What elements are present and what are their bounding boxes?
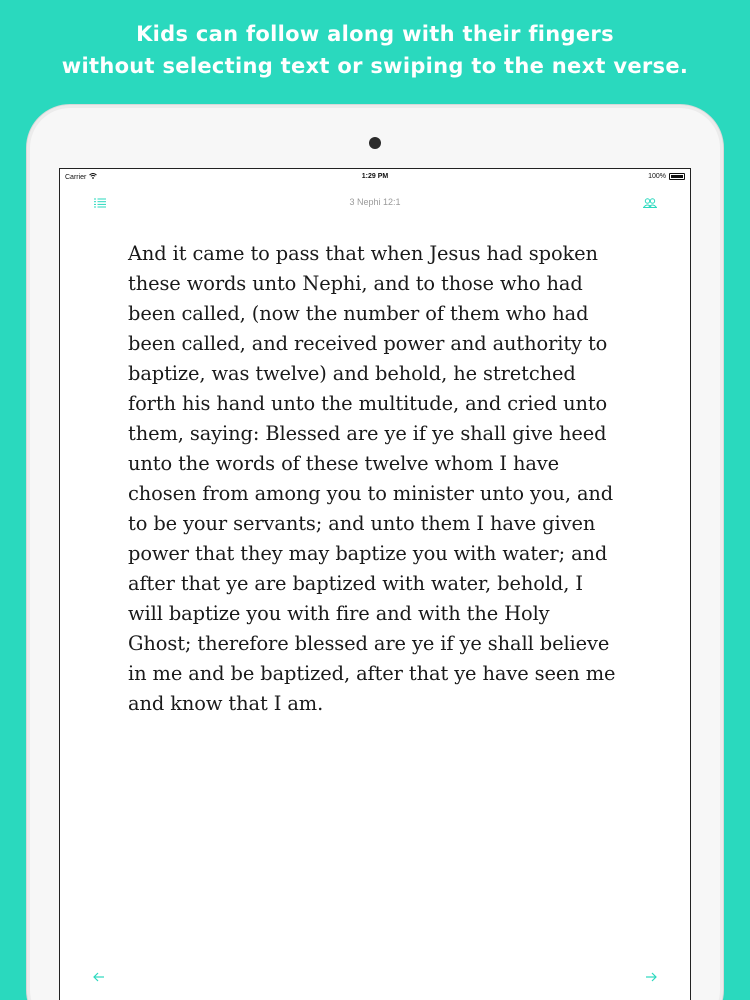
verse-line: these words unto Nephi, and to those who had bbox=[128, 272, 583, 295]
caption-line-1: Kids can follow along with their fingers bbox=[136, 22, 614, 46]
nav-bar bbox=[60, 185, 690, 221]
verse-line: been called, (now the number of them who had bbox=[128, 302, 589, 325]
arrow-right-icon[interactable] bbox=[642, 968, 660, 986]
verse-line: power that they may baptize you with water; and bbox=[128, 542, 608, 565]
verse-line: to be your servants; and unto them I have given bbox=[128, 512, 596, 535]
verse-line: forth his hand unto the multitude, and cried unto bbox=[128, 392, 608, 415]
verse-line: chosen from among you to minister unto you, and bbox=[128, 482, 614, 505]
front-camera bbox=[369, 137, 381, 149]
verse-text bbox=[128, 239, 648, 719]
carrier-label: Carrier bbox=[65, 173, 87, 181]
chapter-title[interactable]: 3 Nephi 12:1 bbox=[349, 197, 401, 207]
status-time: 1:29 PM bbox=[361, 173, 389, 180]
verse-line: been called, and received power and authority to bbox=[128, 332, 608, 355]
verse-line: after that ye are baptized with water, behold, I bbox=[128, 572, 583, 595]
verse-line: Ghost; therefore blessed are ye if ye shall believe bbox=[128, 632, 610, 655]
arrow-left-icon[interactable] bbox=[90, 968, 108, 986]
verse-line: and know that I am. bbox=[128, 692, 324, 715]
verse-line: baptize, was twelve) and behold, he stretched bbox=[128, 362, 576, 385]
verse-line: will baptize you with fire and with the Holy bbox=[128, 602, 550, 625]
verse-line: And it came to pass that when Jesus had spoken bbox=[128, 242, 598, 265]
app-screen bbox=[59, 168, 691, 1000]
caption-line-2: without selecting text or swiping to the next verse. bbox=[61, 54, 689, 78]
people-icon[interactable] bbox=[642, 195, 658, 211]
battery-percent: 100% bbox=[648, 173, 666, 180]
status-bar bbox=[60, 169, 690, 185]
promo-caption bbox=[0, 18, 750, 82]
verse-line: unto the words of these twelve whom I have bbox=[128, 452, 560, 475]
verse-line: them, saying: Blessed are ye if ye shall give heed bbox=[128, 422, 607, 445]
battery-icon bbox=[669, 173, 685, 180]
status-right bbox=[648, 173, 685, 180]
verse-line: in me and be baptized, after that ye have seen me bbox=[128, 662, 616, 685]
